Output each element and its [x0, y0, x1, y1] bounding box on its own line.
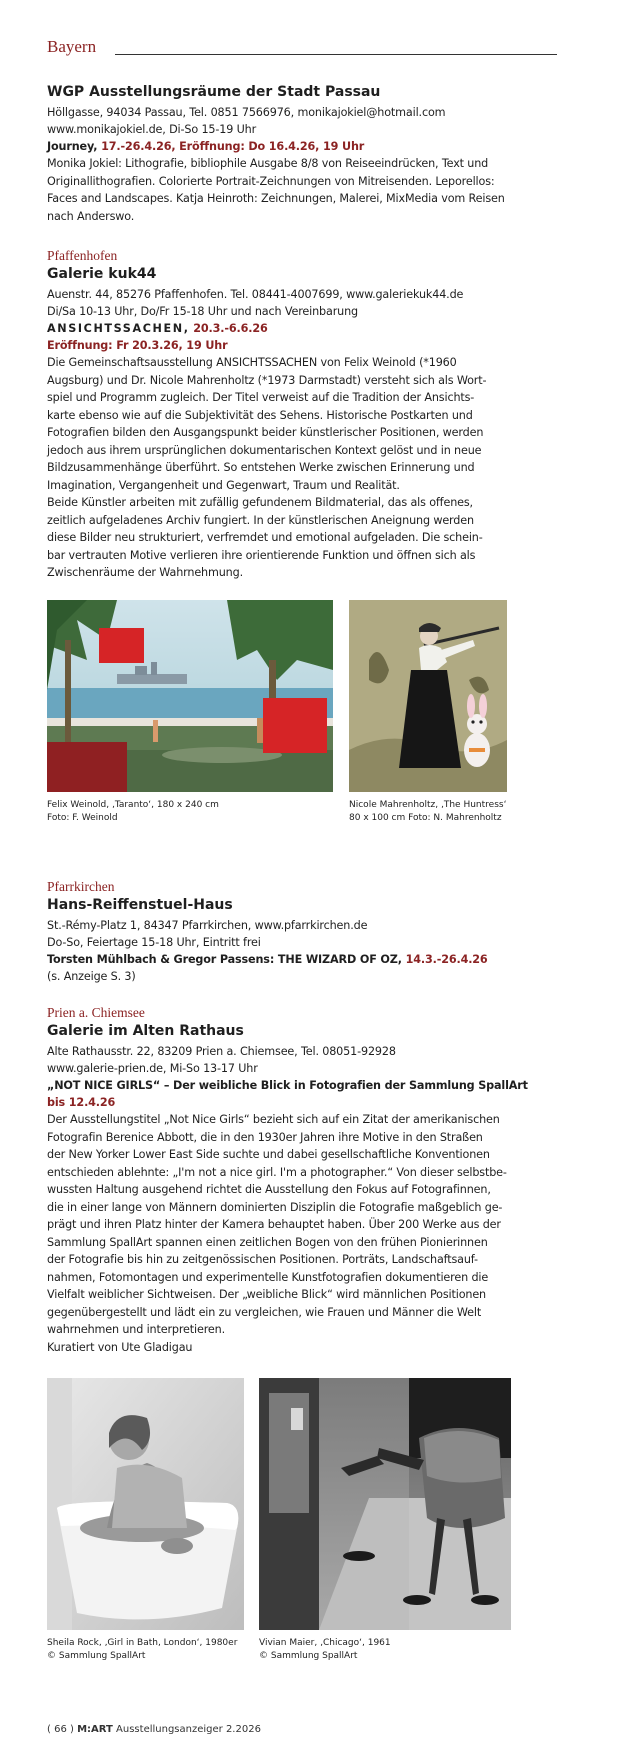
pfarrkirchen-exhibition-dates: 14.3.-26.4.26	[401, 953, 488, 966]
page-number: 66	[54, 1724, 67, 1735]
region-title: Bayern	[47, 37, 97, 56]
pfaffenhofen-exhibition-title: ANSICHTSSACHEN,	[47, 322, 190, 335]
passau-description	[47, 155, 505, 225]
magazine-issue: Ausstellungsanzeiger 2.2026	[116, 1724, 261, 1735]
artwork-huntress-image	[349, 600, 507, 792]
prien-exhibition-dates: bis 12.4.26	[47, 1096, 116, 1109]
pfarrkirchen-exhibition	[47, 951, 488, 969]
magazine-name: M:ART	[77, 1724, 113, 1735]
page-number-bracket-close: )	[66, 1724, 78, 1735]
text-line: Augsburg) und Dr. Nicole Mahrenholtz (*1973 Darmstadt) versteht sich als Wort-	[47, 373, 487, 387]
text-line: Kuratiert von Ute Gladigau	[47, 1340, 193, 1354]
page-number-bracket-open: (	[47, 1724, 55, 1735]
region-header	[47, 37, 557, 67]
text-line: entschieden ablehnte: „I'm not a nice girl. I'm a photographer.“ Von dieser selbstbe-	[47, 1165, 507, 1179]
text-line: zeitlich aufgeladenes Archiv fungiert. In der künstlerischen Aneignung werden	[47, 513, 474, 527]
prien-web-hours: www.galerie-prien.de, Mi-So 13-17 Uhr	[47, 1062, 258, 1075]
artwork-huntress-caption	[349, 799, 506, 824]
text-line: nahmen, Fotomontagen und experimentelle Kunstfotografien dokumentieren die	[47, 1270, 489, 1284]
pfarrkirchen-address: St.-Rémy-Platz 1, 84347 Pfarrkirchen, www.pfarrkirchen.de	[47, 919, 368, 932]
pfaffenhofen-exhibition-dates: 20.3.-6.6.26	[189, 322, 268, 335]
pfarrkirchen-exhibition-title: Torsten Mühlbach & Gregor Passens: THE WIZARD OF OZ,	[47, 953, 402, 966]
pfaffenhofen-description	[47, 354, 486, 582]
passau-exhibition	[47, 138, 364, 156]
photo-chicago-image	[259, 1378, 511, 1630]
text-line: Bildzusammenhänge überführt. So entstehen Werke zwischen Erinnerung und	[47, 461, 475, 474]
photo-girl-in-bath-caption	[47, 1637, 237, 1662]
text-line: diese Bilder neu strukturiert, verfremdet und emotional aufgeladen. Die schein-	[47, 531, 483, 544]
pfaffenhofen-hours: Di/Sa 10-13 Uhr, Do/Fr 15-18 Uhr und nach Vereinbarung	[47, 305, 358, 318]
passau-address: Höllgasse, 94034 Passau, Tel. 0851 7566976, monikajokiel@hotmail.com	[47, 106, 446, 119]
caption-line: © Sammlung SpallArt	[259, 1650, 358, 1661]
pfarrkirchen-hours: Do-So, Feiertage 15-18 Uhr, Eintritt frei	[47, 936, 261, 949]
text-line: nach Anderswo.	[47, 209, 135, 223]
caption-line: Felix Weinold, ‚Taranto‘, 180 x 240 cm	[47, 800, 219, 810]
prien-city: Prien a. Chiemsee	[47, 1005, 145, 1020]
prien-exhibition-title: „NOT NICE GIRLS“ – Der weibliche Blick in Fotografien der Sammlung SpallArt	[47, 1079, 528, 1092]
passau-web-hours: www.monikajokiel.de, Di-So 15-19 Uhr	[47, 123, 257, 136]
caption-line: Nicole Mahrenholtz, ‚The Huntress‘	[349, 800, 507, 810]
caption-line: Vivian Maier, ‚Chicago‘, 1961	[259, 1638, 391, 1648]
passau-exhibition-dates: 17.-26.4.26, Eröffnung: Do 16.4.26, 19 Uhr	[97, 140, 365, 153]
pfaffenhofen-opening: Eröffnung: Fr 20.3.26, 19 Uhr	[47, 339, 228, 352]
pfarrkirchen-venue: Hans-Reiffenstuel-Haus	[47, 897, 233, 913]
text-line: Vielfalt weiblicher Sichtweisen. Der „weibliche Blick“ wird männlichen Positionen	[47, 1288, 486, 1301]
text-line: prägt und ihren Platz hinter der Kamera behauptet haben. Über 200 Werke aus der	[47, 1218, 501, 1231]
pfarrkirchen-note: (s. Anzeige S. 3)	[47, 970, 136, 983]
text-line: Originallithografien. Colorierte Portrait-Zeichnungen von Mitreisenden. Leporellos:	[47, 174, 495, 188]
text-line: Die Gemeinschaftsausstellung ANSICHTSSACHEN von Felix Weinold (*1960	[47, 356, 457, 369]
text-line: wahrnehmen und interpretieren.	[47, 1323, 225, 1336]
text-line: bar vertrauten Motive verlieren ihre orientierende Funktion und öffnen sich als	[47, 548, 476, 562]
text-line: Faces and Landscapes. Katja Heinroth: Zeichnungen, Malerei, MixMedia vom Reisen	[47, 192, 505, 205]
text-line: Beide Künstler arbeiten mit zufällig gefundenem Bildmaterial, das als offenes,	[47, 496, 473, 509]
prien-venue: Galerie im Alten Rathaus	[47, 1023, 244, 1039]
text-line: spiel und Programm zugleich. Der Titel verweist auf die Tradition der Ansichts-	[47, 391, 475, 404]
text-line: Imagination, Vergangenheit und Gegenwart, Traum und Realität.	[47, 478, 400, 492]
text-line: karte ebenso wie auf die Subjektivität des Sehens. Historische Postkarten und	[47, 408, 473, 422]
text-line: Sammlung SpallArt spannen einen zeitlichen Bogen von den frühen Pionierinnen	[47, 1235, 488, 1249]
prien-address: Alte Rathausstr. 22, 83209 Prien a. Chiemsee, Tel. 08051-92928	[47, 1045, 396, 1058]
pfaffenhofen-address: Auenstr. 44, 85276 Pfaffenhofen. Tel. 08441-4007699, www.galeriekuk44.de	[47, 288, 464, 301]
text-line: Zwischenräume der Wahrnehmung.	[47, 566, 243, 579]
artwork-taranto-image	[47, 600, 333, 792]
pfarrkirchen-city: Pfarrkirchen	[47, 879, 115, 894]
passau-venue: WGP Ausstellungsräume der Stadt Passau	[47, 84, 381, 100]
region-divider	[115, 54, 557, 55]
page-footer	[47, 1724, 261, 1735]
caption-line: Sheila Rock, ‚Girl in Bath, London‘, 1980er	[47, 1638, 238, 1648]
text-line: Monika Jokiel: Lithografie, bibliophile Ausgabe 8/8 von Reiseeindrücken, Text und	[47, 157, 489, 170]
text-line: die in einer lange von Männern dominierten Disziplin die Fotografie maßgeblich ge-	[47, 1200, 503, 1214]
photo-chicago-caption	[259, 1637, 391, 1662]
text-line: wussten Haltung ausgehend richtet die Ausstellung den Fokus auf Fotografinnen,	[47, 1183, 491, 1196]
pfaffenhofen-venue: Galerie kuk44	[47, 266, 157, 282]
photo-girl-in-bath-image	[47, 1378, 244, 1630]
caption-line: Foto: F. Weinold	[47, 812, 118, 823]
text-line: Fotografien bilden den Ausgangspunkt beider künstlerischer Positionen, werden	[47, 426, 484, 439]
text-line: Fotografin Berenice Abbott, die in den 1930er Jahren ihre Motive in den Straßen	[47, 1130, 483, 1144]
text-line: gegenübergestellt und lädt ein zu vergleichen, wie Frauen und Männer die Welt	[47, 1305, 482, 1319]
caption-line: 80 x 100 cm Foto: N. Mahrenholtz	[349, 812, 502, 823]
passau-exhibition-title: Journey,	[47, 140, 98, 153]
text-line: jedoch aus ihrem ursprünglichen dokumentarischen Kontext gelöst und in neue	[47, 443, 482, 457]
caption-line: © Sammlung SpallArt	[47, 1650, 146, 1661]
text-line: der Fotografie bis hin zu zeitgenössischen Positionen. Porträts, Landschaftsauf-	[47, 1253, 478, 1266]
pfaffenhofen-exhibition	[47, 320, 268, 338]
artwork-taranto-caption	[47, 799, 219, 824]
pfaffenhofen-city: Pfaffenhofen	[47, 248, 118, 263]
prien-description	[47, 1111, 507, 1356]
text-line: der New Yorker Lower East Side suchte und dabei gesellschaftliche Konventionen	[47, 1148, 490, 1161]
text-line: Der Ausstellungstitel „Not Nice Girls“ bezieht sich auf ein Zitat der amerikanischen	[47, 1113, 500, 1126]
